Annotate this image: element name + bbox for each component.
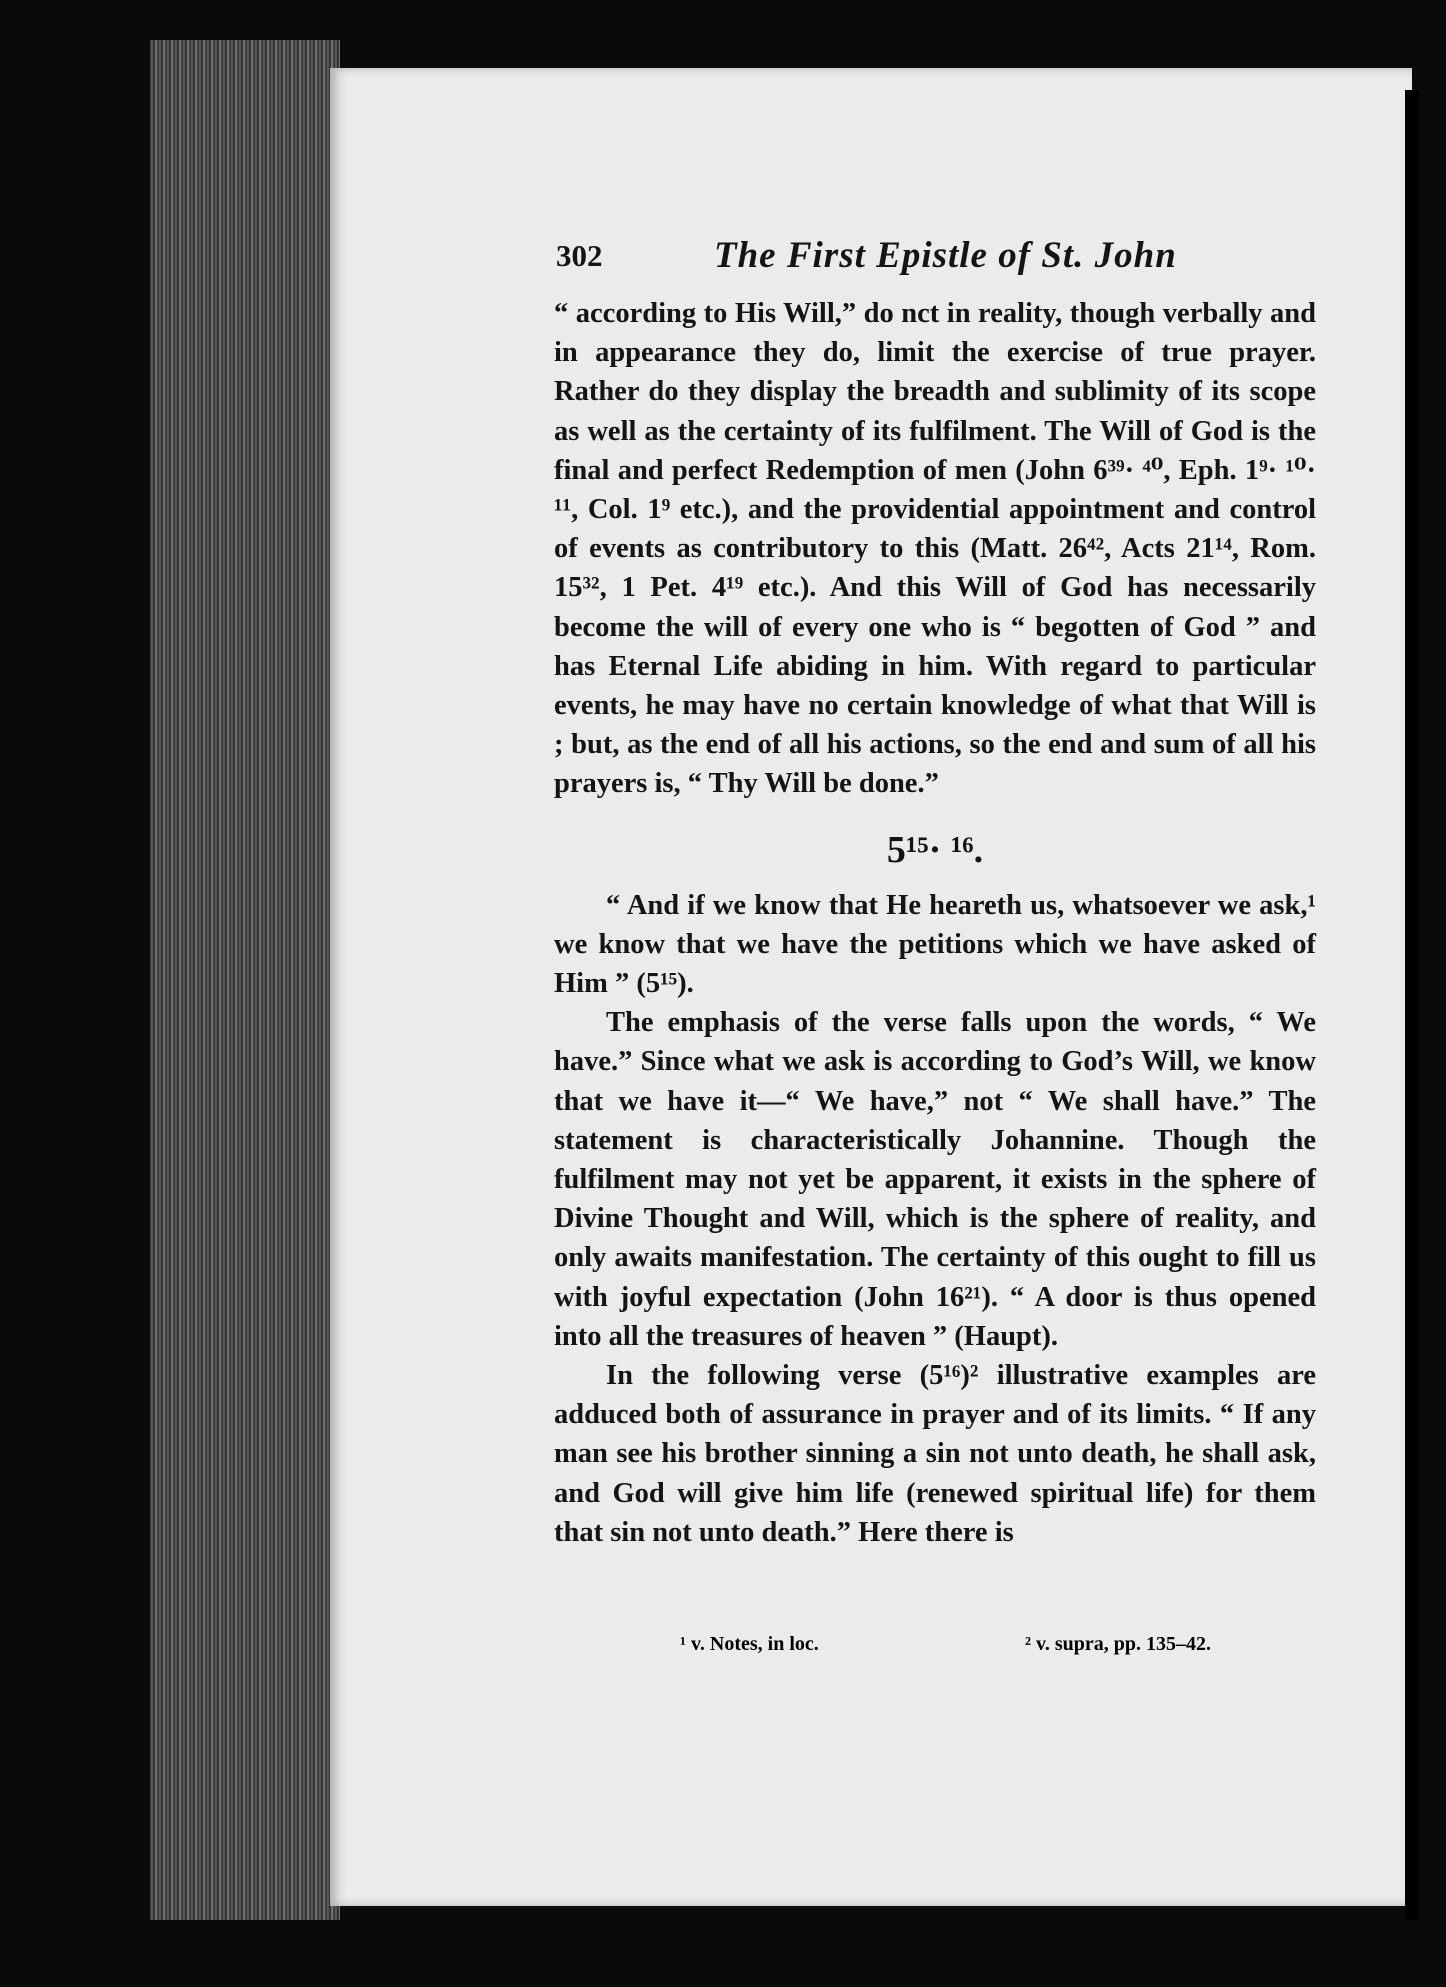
footnote-2: ² v. supra, pp. 135–42. bbox=[1025, 1633, 1212, 1655]
page-content bbox=[554, 232, 1316, 1552]
running-header bbox=[554, 232, 1316, 280]
paragraph-4: In the following verse (5¹⁶)² illustrative examples are adduced both of assurance in prayer and of its limits. “ If any man see his brother sinning a sin not unto death, he shall ask, and God will give him life (renewed spiritual life) for them that sin not unto death.” Here there is bbox=[554, 1360, 1316, 1548]
section-heading: 5¹⁵· ¹⁶. bbox=[886, 828, 984, 871]
page-number: 302 bbox=[556, 238, 603, 273]
book-page-edges bbox=[150, 40, 340, 1920]
running-title: The First Epistle of St. John bbox=[714, 235, 1177, 276]
gutter-shadow bbox=[1405, 90, 1419, 1920]
footnote-1: ¹ v. Notes, in loc. bbox=[680, 1633, 819, 1655]
paragraph-2: “ And if we know that He heareth us, whatsoever we ask,¹ we know that we have the petitions which we have asked of Him ” (5¹⁵). bbox=[554, 889, 1316, 1000]
paragraph-3: The emphasis of the verse falls upon the words, “ We have.” Since what we ask is according to God’s Will, we know that we have it—“ We have,” not “ We shall have.” The statement is characteristically Johannine. Though the fulfilment may not yet be apparent, it exists in the sphere of Divine Thought and Will, which is the sphere of reality, and only awaits manifestation. The certainty of this ought to fill us with joyful expectation (John 16²¹). “ A door is thus opened into all the treasures of heaven ” (Haupt). bbox=[554, 1007, 1316, 1352]
paragraph-1: “ according to His Will,” do nct in reality, though verbally and in appearance they do, limit the exercise of true prayer. Rather do they display the breadth and sublimity of its scope as well as the certainty of its fulfilment. The Will of God is the final and perfect Redemption of men (John 6³⁹· ⁴⁰, Eph. 1⁹· ¹⁰· ¹¹, Col. 1⁹ etc.), and the providential appointment and control of events as contributory to this (Matt. 26⁴², Acts 21¹⁴, Rom. 15³², 1 Pet. 4¹⁹ etc.). And this Will of God has necessarily become the will of every one who is “ begotten of God ” and has Eternal Life abiding in him. With regard to particular events, he may have no certain knowledge of what that Will is ; but, as the end of all his actions, so the end and sum of all his prayers is, “ Thy Will be done.” bbox=[554, 298, 1316, 800]
